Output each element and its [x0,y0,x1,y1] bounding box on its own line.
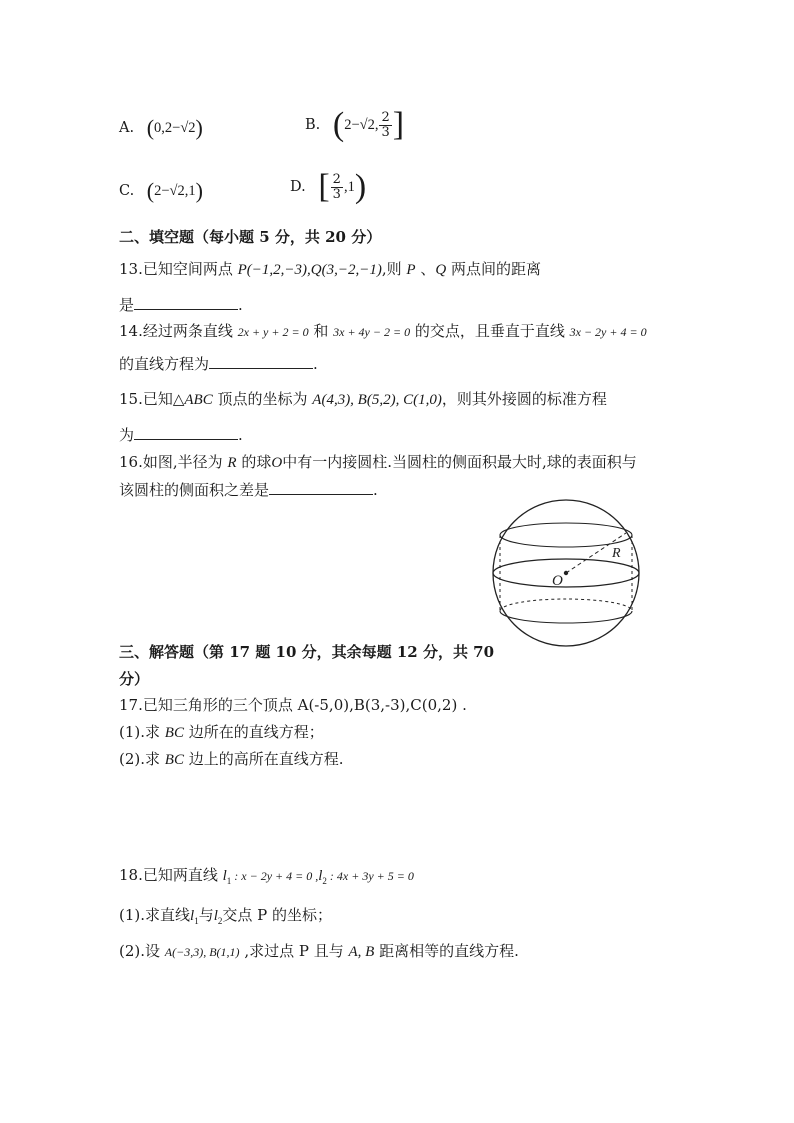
sphere-cylinder-figure [486,497,646,647]
q16-line2: 该圆柱的侧面积之差是 . [119,481,378,499]
section3-heading-line2: 分） [119,670,150,688]
option-a: A. (0,2−√2) [119,115,203,140]
q18-stem: 18.已知两直线 $l_1$ : x − 2y + 4 = 0 $,l_2$ : 4x + 3y + 5 = 0 [119,866,414,886]
option-b-letter: B. [305,117,321,133]
option-d-content: ,1 [343,179,355,195]
q14-line2: 的直线方程为 . [119,355,318,373]
label-o: O [552,573,563,589]
option-d-fraction: $\frac{2}{3}$ [332,171,341,202]
option-c-letter: C. [119,183,135,199]
option-c-content: 2−√2,1 [154,183,196,199]
cylinder-bottom-front [500,611,632,623]
option-b-content: 2−√2, [344,117,379,133]
q16-line1: 16.如图,半径为 R 的球O中有一内接圆柱.当圆柱的侧面积最大时,球的表面积与 [119,453,637,471]
option-b-fraction: $\frac{2}{3}$ [381,109,390,140]
center-point [564,571,568,575]
q18-part1: (1).求直线$l_1$与$l_2$交点 P 的坐标； [119,906,333,926]
option-d: D. [ $\frac{2}{3}$ ,1) [290,168,367,205]
option-d-letter: D. [290,179,306,195]
q14-line1: 14.经过两条直线 2x + y + 2 = 0 和 3x + 4y − 2 = 0 的交点，且垂直于直线 3x − 2y + 4 = 0 [119,322,647,340]
q13-answer-blank[interactable] [134,295,238,310]
q15-line1: 15.已知△ABC 顶点的坐标为 A(4,3), B(5,2), C(1,0)，则其外接圆的标准方程 [119,390,607,408]
q13-line1: 13.已知空间两点 P(−1,2,−3),Q(3,−2,−1),则 P 、Q 两点间的距离 [119,260,541,278]
q18-part2: (2).设 A(−3,3), B(1,1) ,求过点 P 且与 A, B 距离相等的直线方程. [119,942,519,960]
cylinder-bottom-back [500,599,632,611]
option-a-letter: A. [119,120,135,136]
q16-answer-blank[interactable] [269,480,373,495]
label-r: R [612,546,621,561]
q13-line2: 是 . [119,296,243,314]
q17-stem: 17.已知三角形的三个顶点 A(-5,0),B(3,-3),C(0,2) . [119,696,467,714]
section3-heading-line1: 三、解答题（第 17 题 10 分，其余每题 12 分，共 70 [119,643,495,661]
q17-part1: (1).求 BC 边所在的直线方程； [119,723,324,741]
q15-line2: 为 . [119,426,243,444]
cylinder-top-ellipse [500,523,632,547]
option-b: B. (2−√2, $\frac{2}{3}$ ] [305,106,405,143]
section2-heading: 二、填空题（每小题 5 分，共 20 分） [119,228,382,246]
q13-points: P(−1,2,−3),Q(3,−2,−1) [237,262,382,278]
option-c: C. (2−√2,1) [119,178,203,203]
q14-answer-blank[interactable] [209,354,313,369]
q17-part2: (2).求 BC 边上的高所在直线方程. [119,750,344,768]
option-a-content: 0,2−√2 [154,120,196,136]
q15-answer-blank[interactable] [134,425,238,440]
